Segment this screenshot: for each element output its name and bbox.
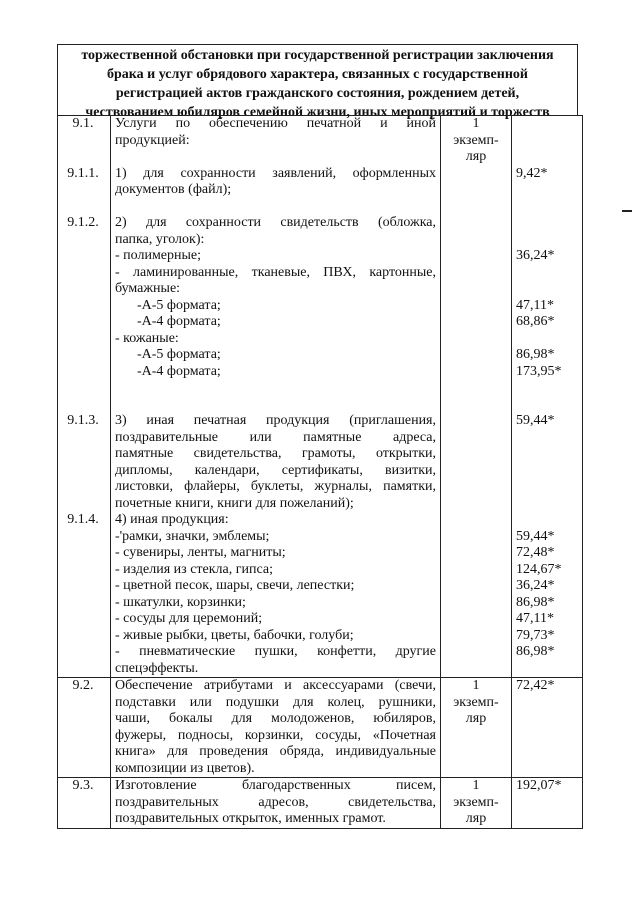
description-line: фужеры, подносы, корзинки, сосуды, «Почетная xyxy=(115,727,436,743)
description-line: -А-4 формата; xyxy=(137,314,221,329)
description-line: - полимерные; xyxy=(115,248,202,263)
item-number xyxy=(58,430,110,447)
description-line: подставки или подушки для колец, рушники, xyxy=(115,694,436,710)
unit-line: ляр xyxy=(465,811,487,826)
item-number xyxy=(58,182,110,199)
item-number xyxy=(58,380,110,397)
description-line: композиции из цветов). xyxy=(115,760,255,776)
price-value xyxy=(512,281,582,298)
description-line: листовки, флайеры, буклеты, журналы, памятки, xyxy=(115,479,436,494)
description-line: -А-5 формата; xyxy=(137,347,221,362)
price-value: 59,44* xyxy=(516,413,555,428)
price-value: 47,11* xyxy=(516,297,554,313)
item-number xyxy=(58,661,110,678)
price-value xyxy=(512,463,582,480)
item-number xyxy=(58,314,110,331)
price-value: 124,67* xyxy=(516,561,562,577)
description-line: -А-5 формата; xyxy=(137,297,221,313)
item-number-cell xyxy=(58,778,111,829)
item-number: 9.2. xyxy=(72,678,94,693)
unit-line: 1 xyxy=(472,116,480,131)
price-cell xyxy=(512,678,583,778)
item-number xyxy=(58,298,110,315)
item-number-cell xyxy=(58,678,111,778)
item-number: 9.3. xyxy=(72,778,94,793)
margin-dash xyxy=(622,210,632,212)
item-number xyxy=(58,397,110,414)
item-number: 9.1.1. xyxy=(67,165,99,181)
description-line: - шкатулки, корзинки; xyxy=(115,594,246,610)
item-number xyxy=(58,562,110,579)
description-line: 1) для сохранности заявлений, оформленных xyxy=(115,165,436,181)
item-number xyxy=(58,529,110,546)
description-line: - цветной песок, шары, свечи, лепестки; xyxy=(115,578,355,593)
item-number xyxy=(58,496,110,513)
price-value xyxy=(512,380,582,397)
description-line: поздравительных адресов, свидетельства, xyxy=(115,794,436,810)
item-number xyxy=(58,199,110,216)
description-line: 4) иная продукция: xyxy=(115,512,229,527)
description-line: - живые рыбки, цветы, бабочки, голуби; xyxy=(115,627,354,643)
price-value: 192,07* xyxy=(516,778,562,793)
price-value: 59,44* xyxy=(516,528,555,544)
description-line xyxy=(111,199,440,216)
item-number: 9.1.3. xyxy=(67,413,99,428)
price-value xyxy=(512,133,582,150)
description-line xyxy=(111,397,440,414)
description-line: - изделия из стекла, гипса; xyxy=(115,561,273,577)
price-value: 68,86* xyxy=(516,314,555,329)
item-number xyxy=(58,347,110,364)
description-cell xyxy=(111,778,441,829)
description-line: - сувениры, ленты, магниты; xyxy=(115,545,286,560)
item-number xyxy=(58,265,110,282)
price-value xyxy=(512,215,582,232)
services-price-table xyxy=(57,115,583,829)
price-value: 72,42* xyxy=(516,678,555,693)
unit-line: ляр xyxy=(465,149,487,164)
item-number xyxy=(58,149,110,166)
item-number xyxy=(58,545,110,562)
item-number xyxy=(58,479,110,496)
description-line: 3) иная печатная продукция (приглашения, xyxy=(115,413,436,428)
description-line: - сосуды для церемоний; xyxy=(115,611,263,626)
heading-line: регистрацией актов гражданского состояния, рождением детей, xyxy=(115,86,520,101)
item-number: 9.1.2. xyxy=(67,215,99,230)
item-number: 9.1. xyxy=(72,116,94,131)
item-number xyxy=(58,248,110,265)
item-number xyxy=(58,446,110,463)
price-value xyxy=(512,265,582,282)
unit-line: экземп- xyxy=(453,694,499,710)
item-number xyxy=(58,628,110,645)
price-value xyxy=(512,661,582,678)
price-value xyxy=(512,149,582,166)
price-cell xyxy=(512,116,583,678)
heading-line: чествованием юбиляров семейной жизни, иных мероприятий и торжеств xyxy=(85,105,550,120)
price-value: 36,24* xyxy=(516,248,555,263)
price-value xyxy=(512,446,582,463)
price-value xyxy=(512,496,582,513)
unit-cell xyxy=(441,778,512,829)
price-value: 86,98* xyxy=(516,644,555,659)
price-value: 79,73* xyxy=(516,627,555,643)
table-row xyxy=(58,778,583,829)
price-value xyxy=(512,430,582,447)
price-value xyxy=(512,116,582,133)
description-line: бумажные: xyxy=(115,281,181,296)
table-heading xyxy=(57,44,578,120)
table-row xyxy=(58,678,583,778)
description-line: -А-4 формата; xyxy=(137,363,221,379)
price-value xyxy=(512,199,582,216)
description-line: папка, уголок): xyxy=(115,231,205,247)
item-number xyxy=(58,364,110,381)
unit-line: ляр xyxy=(465,711,487,726)
description-line: 2) для сохранности свидетельств (обложка, xyxy=(115,215,436,230)
description-line: - кожаные: xyxy=(115,330,179,346)
price-value: 47,11* xyxy=(516,611,554,626)
item-number xyxy=(58,281,110,298)
description-cell xyxy=(111,678,441,778)
description-line: поздравительных открыток, именных грамот. xyxy=(115,811,386,826)
item-number xyxy=(58,578,110,595)
price-cell xyxy=(512,778,583,829)
unit-cell xyxy=(441,678,512,778)
description-line xyxy=(111,380,440,397)
item-number xyxy=(58,463,110,480)
price-value xyxy=(512,182,582,199)
price-value xyxy=(512,331,582,348)
price-value xyxy=(512,479,582,496)
description-line: спецэффекты. xyxy=(115,660,199,676)
description-line: памятные свидетельства, грамоты, открытки, xyxy=(115,446,436,461)
item-number xyxy=(58,595,110,612)
price-value xyxy=(512,512,582,529)
price-value: 86,98* xyxy=(516,594,555,610)
price-value xyxy=(512,397,582,414)
item-number: 9.1.4. xyxy=(67,512,99,527)
description-line: Обеспечение атрибутами и аксессуарами (свечи, xyxy=(115,678,436,693)
item-number xyxy=(58,232,110,249)
price-value xyxy=(512,232,582,249)
price-value: 36,24* xyxy=(516,578,555,593)
heading-line: торжественной обстановки при государственной регистрации заключения xyxy=(81,48,554,63)
description-line: почетные книги, книги для пожеланий); xyxy=(115,495,354,511)
description-line: поздравительные или памятные адреса, xyxy=(115,429,436,445)
item-number xyxy=(58,133,110,150)
description-line: документов (файл); xyxy=(115,182,232,197)
unit-line: 1 xyxy=(472,678,480,693)
price-value: 9,42* xyxy=(516,165,548,181)
heading-line: брака и услуг обрядового характера, связанных с государственной xyxy=(107,67,528,82)
unit-line: экземп- xyxy=(453,794,499,810)
item-number xyxy=(58,611,110,628)
price-value: 86,98* xyxy=(516,347,555,362)
description-line: - ламинированные, тканевые, ПВХ, картонные, xyxy=(115,264,436,280)
unit-line: экземп- xyxy=(453,132,499,148)
description-line: продукцией: xyxy=(115,132,190,148)
item-number-cell xyxy=(58,116,111,678)
item-number xyxy=(58,644,110,661)
description-line: - пневматические пушки, конфетти, другие xyxy=(115,644,436,659)
description-line: чаши, бокалы для молодоженов, юбиляров, xyxy=(115,711,436,726)
unit-line: 1 xyxy=(472,778,480,793)
description-line xyxy=(111,149,440,166)
description-line: Услуги по обеспечению печатной и иной xyxy=(115,116,436,131)
unit-cell xyxy=(441,116,512,678)
table-row xyxy=(58,116,583,678)
item-number xyxy=(58,331,110,348)
price-value: 72,48* xyxy=(516,545,555,560)
price-value: 173,95* xyxy=(516,363,562,379)
description-line: дипломы, календари, сертификаты, визитки, xyxy=(115,462,436,478)
description-cell xyxy=(111,116,441,678)
description-line: книга» для проведения обряда, индивидуальные xyxy=(115,744,436,759)
description-line: Изготовление благодарственных писем, xyxy=(115,778,436,793)
description-line: -'рамки, значки, эмблемы; xyxy=(115,528,270,544)
